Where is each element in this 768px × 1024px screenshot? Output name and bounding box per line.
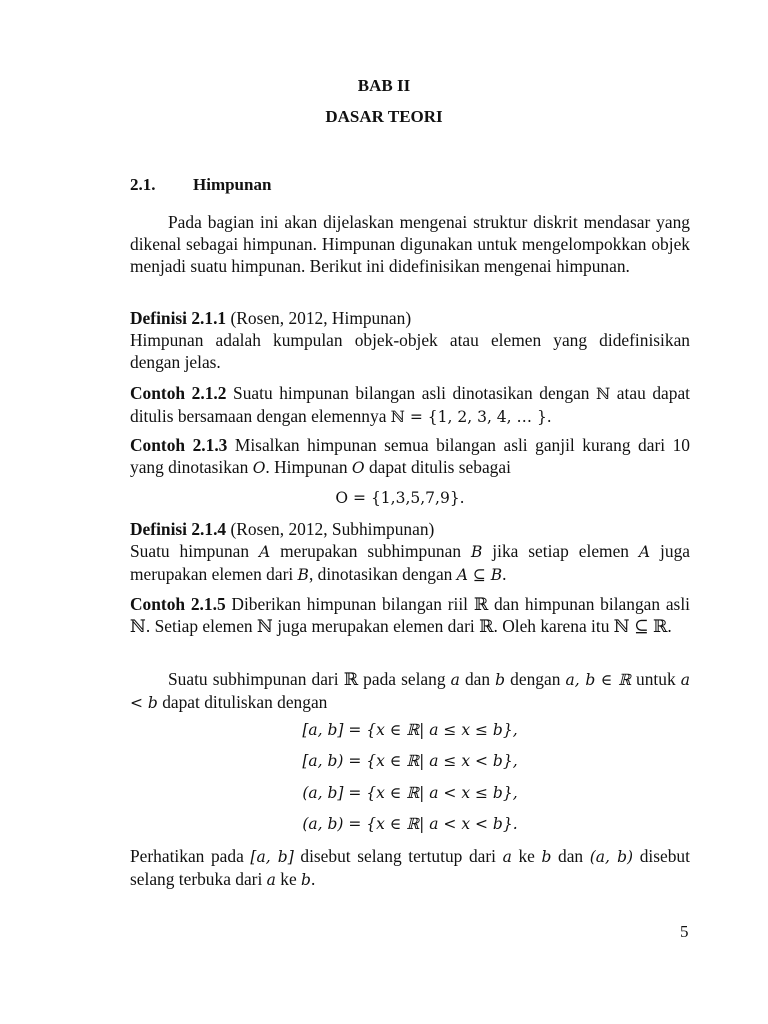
definition-label: Definisi 2.1.4 — [130, 519, 227, 539]
math-symbol: O — [252, 459, 266, 478]
example-2-1-2 — [130, 382, 690, 428]
math-expression: [a, b] — [250, 848, 294, 866]
math-expression: (a, b) — [589, 848, 634, 866]
definition-2-1-4 — [130, 518, 690, 587]
formula-open-interval: (a, b) = {x ∈ ℝ| a < x < b}. — [302, 815, 518, 833]
math-symbol: b — [495, 671, 506, 689]
section-number: 2.1. — [130, 175, 156, 194]
math-symbol: A — [259, 543, 271, 562]
example-text: Diberikan himpunan bilangan riil ℝ dan himpunan bilangan asli ℕ. Setiap elemen ℕ juga merupakan elemen dari ℝ. Oleh karena itu ℕ ⊆ ℝ. — [130, 594, 690, 637]
math-symbol: ℕ — [596, 385, 611, 403]
definition-text: merupakan subhimpunan — [270, 541, 471, 562]
definition-text: Suatu himpunan — [130, 541, 260, 562]
interval-paragraph — [130, 668, 690, 714]
math-expression: a < b — [130, 671, 690, 713]
example-label: Contoh 2.1.2 — [130, 383, 227, 403]
paragraph-text: untuk — [630, 669, 681, 689]
math-symbol: a — [502, 848, 512, 866]
math-set: ℕ = {1, 2, 3, 4, … }. — [390, 408, 552, 427]
paragraph-text: . — [310, 869, 316, 890]
definition-text: jika setiap elemen — [482, 541, 639, 562]
definition-text: , dinotasikan dengan — [308, 564, 457, 585]
example-text: atau dapat ditulis bersamaan dengan elemennya — [130, 383, 691, 427]
section-title: Himpunan — [193, 175, 272, 194]
formula-half-open-right: [a, b) = {x ∈ ℝ| a ≤ x < b}, — [302, 752, 518, 770]
example-text: . Himpunan — [265, 457, 352, 478]
paragraph-text: dan — [459, 669, 496, 689]
section-heading — [130, 175, 271, 195]
formula-half-open-left: (a, b] = {x ∈ ℝ| a < x ≤ b}, — [302, 784, 518, 802]
chapter-title: DASAR TEORI — [325, 107, 443, 126]
chapter-label: BAB II — [357, 76, 411, 95]
math-symbol: b — [541, 848, 552, 866]
formula-closed-interval: [a, b] = {x ∈ ℝ| a ≤ x ≤ b}, — [302, 721, 518, 739]
math-symbol: b — [301, 871, 311, 890]
paragraph-text: ke — [511, 846, 542, 866]
definition-text: juga merupakan elemen dari — [130, 541, 690, 585]
math-symbol: A — [638, 543, 651, 562]
definition-text: Himpunan adalah kumpulan objek-objek atau elemen yang didefinisikan dengan jelas. — [130, 330, 690, 373]
definition-reference: (Rosen, 2012, Subhimpunan) — [226, 519, 435, 539]
paragraph-text: Suatu subhimpunan dari ℝ pada selang — [168, 669, 451, 689]
example-2-1-5 — [130, 593, 690, 637]
math-symbol: a — [266, 871, 276, 890]
intro-paragraph: Pada bagian ini akan dijelaskan mengenai struktur diskrit mendasar yang dikenal sebagai himpunan. Himpunan digunakan untuk mengelompokkan objek menjadi suatu himpunan. Berikut ini didefinisikan mengenai himpunan. — [130, 212, 690, 277]
math-symbol: a — [450, 671, 460, 689]
example-label: Contoh 2.1.5 — [130, 594, 226, 614]
paragraph-text: disebut selang tertutup dari — [293, 846, 503, 866]
definition-reference: (Rosen, 2012, Himpunan) — [226, 308, 412, 328]
paragraph-text: dengan — [505, 669, 566, 689]
page-number: 5 — [680, 922, 689, 941]
example-text: dapat ditulis sebagai — [364, 457, 511, 478]
formula-odd-set: O = {1,3,5,7,9}. — [335, 489, 465, 507]
paragraph-text: ke — [275, 869, 302, 890]
definition-label: Definisi 2.1.1 — [130, 308, 227, 328]
math-symbol: O — [351, 459, 365, 478]
closing-paragraph — [130, 845, 690, 891]
example-label: Contoh 2.1.3 — [130, 435, 228, 455]
example-text: Misalkan himpunan semua bilangan asli ganjil kurang dari 10 yang dinotasikan — [130, 435, 690, 478]
paragraph-text: dapat dituliskan dengan — [157, 692, 328, 713]
math-expression: a, b ∈ ℝ — [565, 671, 631, 689]
math-symbol: B — [297, 566, 309, 585]
paragraph-text: disebut selang terbuka dari — [130, 846, 690, 890]
definition-text: . — [502, 564, 507, 585]
example-text: Suatu himpunan bilangan asli dinotasikan dengan — [226, 383, 597, 403]
example-2-1-3 — [130, 434, 690, 479]
math-subset: A ⊆ B — [456, 566, 503, 585]
paragraph-text: Perhatikan pada — [130, 846, 251, 866]
paragraph-text: dan — [551, 846, 590, 866]
math-symbol: B — [470, 543, 483, 562]
definition-2-1-1 — [130, 307, 690, 374]
